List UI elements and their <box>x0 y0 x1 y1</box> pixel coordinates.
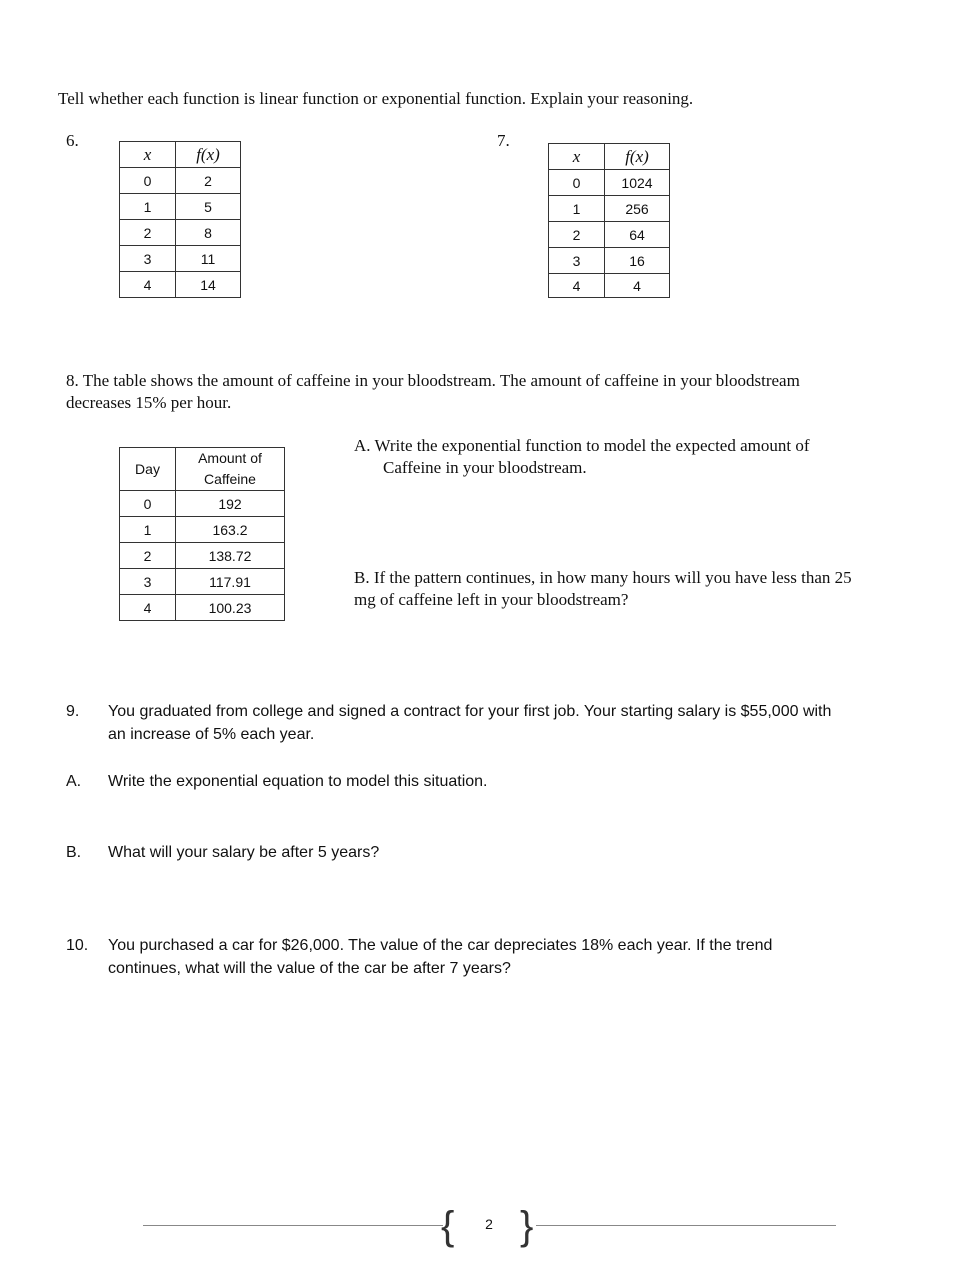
q9-a-label: A. <box>66 773 82 790</box>
q10-text-line2: continues, what will the value of the car be after 7 years? <box>108 960 511 977</box>
q7-cell: 64 <box>605 222 670 248</box>
q6-cell: 14 <box>176 272 241 298</box>
footer-bracket-right: } <box>520 1204 534 1248</box>
q9-b-text: What will your salary be after 5 years? <box>108 844 380 861</box>
q7-cell: 256 <box>605 196 670 222</box>
q6-cell: 2 <box>176 168 241 194</box>
q6-cell: 1 <box>120 194 176 220</box>
q8-part-a-line1: A. Write the exponential function to model the expected amount of <box>354 436 810 455</box>
q10-text-line1: You purchased a car for $26,000. The value of the car depreciates 18% each year. If the trend <box>108 937 773 954</box>
q8-table <box>119 447 285 621</box>
q8-cell: 4 <box>120 595 176 621</box>
q8-text-line1: 8. The table shows the amount of caffeine in your bloodstream. The amount of caffeine in your bloodstream <box>66 371 800 390</box>
q7-cell: 1024 <box>605 170 670 196</box>
q9-a-text: Write the exponential equation to model this situation. <box>108 773 488 790</box>
q9-text-line2: an increase of 5% each year. <box>108 726 315 743</box>
q6-header-fx: f(x) <box>176 142 241 168</box>
q6-cell: 2 <box>120 220 176 246</box>
q8-cell: 0 <box>120 491 176 517</box>
page-number: 2 <box>485 1216 493 1232</box>
q7-cell: 3 <box>549 248 605 274</box>
q7-cell: 1 <box>549 196 605 222</box>
q8-cell: 1 <box>120 517 176 543</box>
q6-table <box>119 141 241 298</box>
footer-rule-right <box>536 1225 836 1226</box>
q8-part-a-line2: Caffeine in your bloodstream. <box>383 458 587 477</box>
q9-text-line1: You graduated from college and signed a contract for your first job. Your starting salary is $55,000 with <box>108 703 832 720</box>
q6-cell: 8 <box>176 220 241 246</box>
q8-cell: 163.2 <box>176 517 285 543</box>
q8-cell: 100.23 <box>176 595 285 621</box>
q7-table <box>548 143 670 298</box>
q10-number: 10. <box>66 937 89 954</box>
q7-cell: 2 <box>549 222 605 248</box>
footer-rule-left <box>143 1225 443 1226</box>
q8-cell: 117.91 <box>176 569 285 595</box>
q8-header-amount: Amount of Caffeine <box>176 448 285 491</box>
q6-number: 6. <box>66 131 79 150</box>
q7-cell: 4 <box>605 274 670 298</box>
q7-cell: 4 <box>549 274 605 298</box>
q6-cell: 3 <box>120 246 176 272</box>
q7-header-x: x <box>549 144 605 170</box>
q7-cell: 16 <box>605 248 670 274</box>
q7-number: 7. <box>497 131 510 150</box>
q9-number: 9. <box>66 703 80 720</box>
q8-cell: 192 <box>176 491 285 517</box>
instructions: Tell whether each function is linear function or exponential function. Explain your reasoning. <box>58 89 694 108</box>
q8-cell: 2 <box>120 543 176 569</box>
q7-header-fx: f(x) <box>605 144 670 170</box>
q6-cell: 11 <box>176 246 241 272</box>
q6-header-x: x <box>120 142 176 168</box>
footer-bracket-left: { <box>441 1204 455 1248</box>
q6-cell: 0 <box>120 168 176 194</box>
q8-part-b-line1: B. If the pattern continues, in how many hours will you have less than 25 <box>354 568 852 587</box>
q8-text-line2: decreases 15% per hour. <box>66 393 232 412</box>
q7-cell: 0 <box>549 170 605 196</box>
q6-cell: 4 <box>120 272 176 298</box>
q8-cell: 138.72 <box>176 543 285 569</box>
q8-header-day: Day <box>120 448 176 491</box>
q8-part-b-line2: mg of caffeine left in your bloodstream? <box>354 590 629 609</box>
q6-cell: 5 <box>176 194 241 220</box>
q9-b-label: B. <box>66 844 82 861</box>
q8-cell: 3 <box>120 569 176 595</box>
